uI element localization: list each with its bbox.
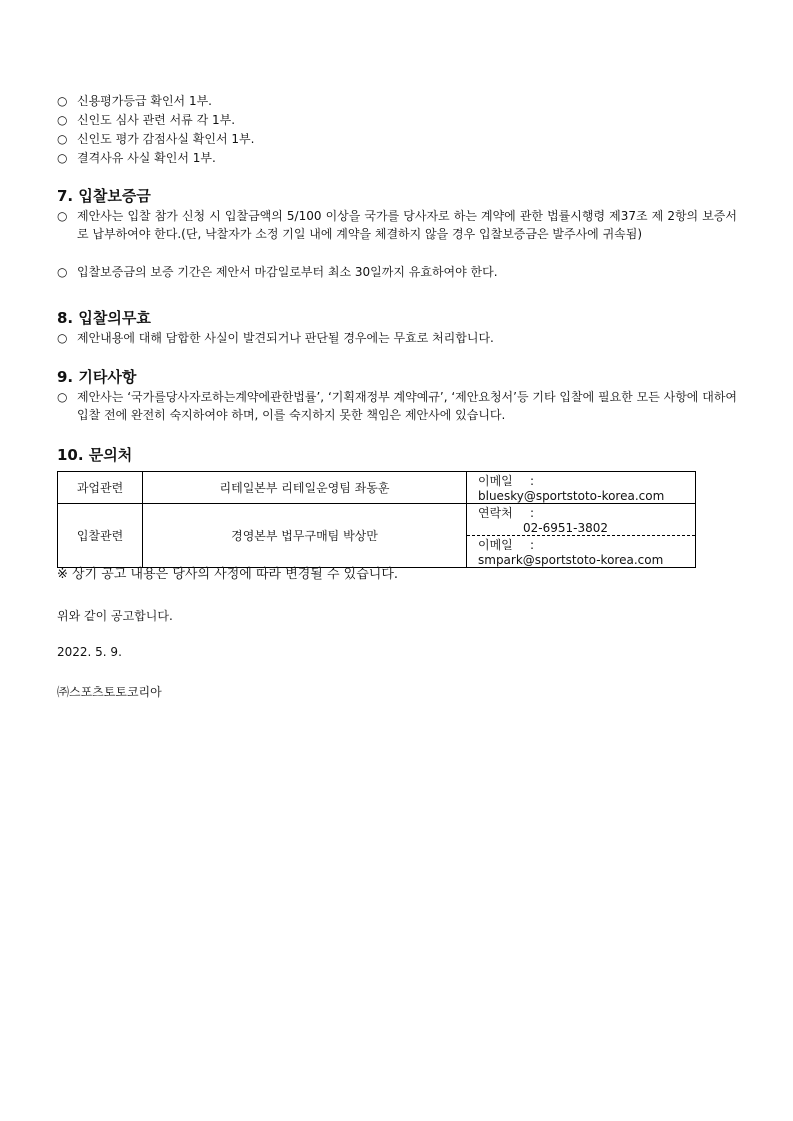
bullet-circle-icon: ○ <box>57 132 68 146</box>
contact-category: 과업관련 <box>58 472 143 504</box>
section-heading-invalid-bid: 8. 입찰의무효 <box>57 309 151 327</box>
list-item <box>57 112 235 129</box>
bullet-circle-icon: ○ <box>57 113 68 127</box>
list-item <box>57 207 737 243</box>
contact-table <box>57 471 696 568</box>
email-link[interactable]: smpark@sportstoto-korea.com <box>478 553 664 567</box>
list-item-text: 신인도 평가 감점사실 확인서 1부. <box>77 132 255 146</box>
bullet-circle-icon: ○ <box>57 151 68 165</box>
colon: : <box>530 474 535 488</box>
list-item-text: 제안사는 ‘국가를당사자로하는계약에관한법률’, ‘기획재정부 계약예규’, ‘제안요청서’등 기타 입찰에 필요한 모든 사항에 대하여 입찰 전에 완전히 숙지하여야 하며, 이를 숙지하지 못한 책임은 제안사에 있습니다. <box>77 390 737 422</box>
section-heading-bid-bond: 7. 입찰보증금 <box>57 187 151 205</box>
notice-text: ※ 상기 공고 내용은 당사의 사정에 따라 변경될 수 있습니다. <box>57 567 399 582</box>
contact-department: 경영본부 법무구매팀 박상만 <box>143 504 467 568</box>
phone-label: 연락처 <box>478 506 513 520</box>
bullet-circle-icon: ○ <box>57 209 68 223</box>
section-heading-contact: 10. 문의처 <box>57 446 133 464</box>
list-item <box>57 329 737 347</box>
contact-category: 입찰관련 <box>58 504 143 568</box>
list-item-text: 제안사는 입찰 참가 신청 시 입찰금액의 5/100 이상을 국가를 당사자로 하는 계약에 관한 법률시행령 제37조 제 2항의 보증서로 납부하여야 한다.(단, 낙찰자가 소정 기일 내에 계약을 체결하지 않을 경우 입찰보증금은 발주사에 귀속됨) <box>77 209 737 241</box>
list-item <box>57 388 737 424</box>
list-item-text: 신용평가등급 확인서 1부. <box>77 94 212 108</box>
table-row <box>58 504 696 536</box>
contact-email-cell <box>467 536 696 568</box>
list-item <box>57 131 254 148</box>
colon: : <box>530 506 535 520</box>
contact-department: 리테일본부 리테일운영팀 좌동훈 <box>143 472 467 504</box>
contact-phone-cell <box>467 504 696 536</box>
phone-number[interactable]: 02-6951-3802 <box>522 521 608 535</box>
bullet-circle-icon: ○ <box>57 390 68 404</box>
list-item <box>57 150 216 167</box>
list-item <box>57 93 212 110</box>
contact-email-cell <box>467 472 696 504</box>
list-item-text: 제안내용에 대해 담합한 사실이 발견되거나 판단될 경우에는 무효로 처리합니다. <box>77 331 494 345</box>
company-name: ㈜스포츠토토코리아 <box>57 685 162 699</box>
list-item-text: 신인도 심사 관련 서류 각 1부. <box>77 113 236 127</box>
section-heading-other-matters: 9. 기타사항 <box>57 368 137 386</box>
list-item-text: 입찰보증금의 보증 기간은 제안서 마감일로부터 최소 30일까지 유효하여야 한다. <box>77 265 498 279</box>
list-item <box>57 263 737 281</box>
list-item-text: 결격사유 사실 확인서 1부. <box>77 151 216 165</box>
announcement-date: 2022. 5. 9. <box>57 645 122 659</box>
bullet-circle-icon: ○ <box>57 265 68 279</box>
bullet-circle-icon: ○ <box>57 331 68 345</box>
email-label: 이메일 <box>478 538 513 552</box>
colon: : <box>530 538 535 552</box>
email-label: 이메일 <box>478 474 513 488</box>
bullet-circle-icon: ○ <box>57 94 68 108</box>
closing-text: 위와 같이 공고합니다. <box>57 609 173 623</box>
table-row <box>58 472 696 504</box>
email-link[interactable]: bluesky@sportstoto-korea.com <box>478 489 665 503</box>
